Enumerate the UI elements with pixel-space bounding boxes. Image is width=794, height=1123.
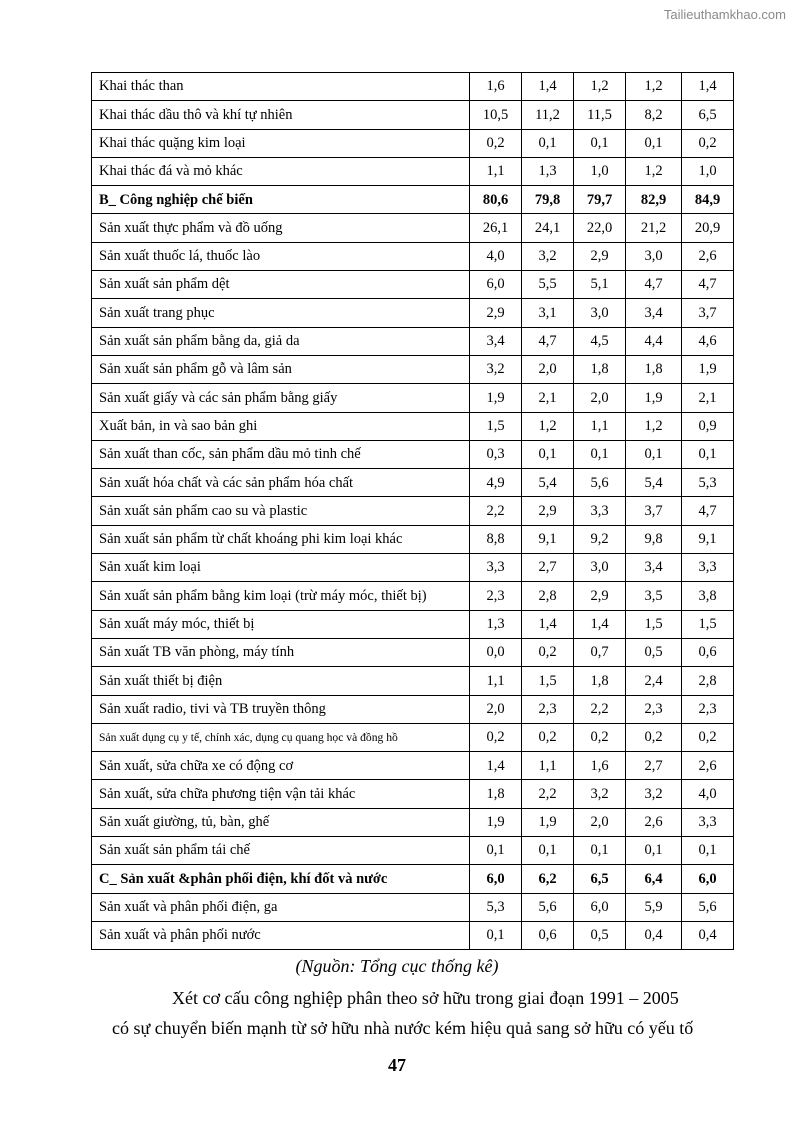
row-label: Sản xuất, sửa chữa phương tiện vận tải khác	[92, 780, 470, 808]
row-label: Sản xuất TB văn phòng, máy tính	[92, 638, 470, 666]
table-row	[92, 695, 734, 723]
table-row	[92, 73, 734, 101]
value-cell: 2,1	[682, 384, 734, 412]
value-cell: 5,4	[626, 469, 682, 497]
value-cell: 0,5	[626, 638, 682, 666]
value-cell: 2,9	[470, 299, 522, 327]
value-cell: 0,1	[626, 440, 682, 468]
value-cell: 2,6	[626, 808, 682, 836]
value-cell: 0,2	[522, 638, 574, 666]
value-cell: 1,5	[470, 412, 522, 440]
value-cell: 2,2	[522, 780, 574, 808]
value-cell: 2,6	[682, 242, 734, 270]
value-cell: 1,6	[574, 752, 626, 780]
value-cell: 1,4	[522, 610, 574, 638]
value-cell: 3,4	[626, 554, 682, 582]
value-cell: 0,5	[574, 921, 626, 949]
value-cell: 0,1	[522, 129, 574, 157]
value-cell: 1,2	[626, 73, 682, 101]
value-cell: 1,4	[470, 752, 522, 780]
value-cell: 6,0	[574, 893, 626, 921]
value-cell: 3,3	[574, 497, 626, 525]
value-cell: 3,1	[522, 299, 574, 327]
value-cell: 1,9	[470, 808, 522, 836]
value-cell: 9,8	[626, 525, 682, 553]
row-label: Sản xuất máy móc, thiết bị	[92, 610, 470, 638]
value-cell: 84,9	[682, 186, 734, 214]
value-cell: 3,2	[574, 780, 626, 808]
value-cell: 0,2	[682, 723, 734, 751]
value-cell: 1,4	[574, 610, 626, 638]
table-row	[92, 214, 734, 242]
industry-structure-table	[91, 72, 734, 950]
value-cell: 6,0	[682, 865, 734, 893]
row-label: Sản xuất và phân phối nước	[92, 921, 470, 949]
value-cell: 1,2	[626, 157, 682, 185]
row-label: Sản xuất sản phẩm bằng da, giả da	[92, 327, 470, 355]
value-cell: 6,4	[626, 865, 682, 893]
value-cell: 26,1	[470, 214, 522, 242]
value-cell: 4,9	[470, 469, 522, 497]
value-cell: 1,1	[574, 412, 626, 440]
value-cell: 4,4	[626, 327, 682, 355]
value-cell: 0,1	[574, 129, 626, 157]
table-row	[92, 186, 734, 214]
value-cell: 1,1	[470, 157, 522, 185]
table-row	[92, 101, 734, 129]
value-cell: 0,1	[574, 837, 626, 865]
value-cell: 2,0	[470, 695, 522, 723]
row-label: Sản xuất thiết bị điện	[92, 667, 470, 695]
value-cell: 0,0	[470, 638, 522, 666]
value-cell: 6,0	[470, 865, 522, 893]
value-cell: 0,2	[522, 723, 574, 751]
value-cell: 3,7	[626, 497, 682, 525]
value-cell: 3,2	[626, 780, 682, 808]
value-cell: 1,8	[574, 355, 626, 383]
value-cell: 1,8	[574, 667, 626, 695]
value-cell: 3,5	[626, 582, 682, 610]
value-cell: 79,8	[522, 186, 574, 214]
value-cell: 0,2	[470, 129, 522, 157]
row-label: Sản xuất trang phục	[92, 299, 470, 327]
value-cell: 1,8	[626, 355, 682, 383]
value-cell: 24,1	[522, 214, 574, 242]
value-cell: 4,0	[470, 242, 522, 270]
value-cell: 6,0	[470, 271, 522, 299]
value-cell: 2,9	[574, 242, 626, 270]
value-cell: 6,5	[682, 101, 734, 129]
value-cell: 4,7	[682, 271, 734, 299]
value-cell: 3,3	[470, 554, 522, 582]
value-cell: 3,4	[470, 327, 522, 355]
value-cell: 0,4	[626, 921, 682, 949]
value-cell: 80,6	[470, 186, 522, 214]
table-row	[92, 384, 734, 412]
value-cell: 0,3	[470, 440, 522, 468]
value-cell: 0,4	[682, 921, 734, 949]
value-cell: 1,2	[522, 412, 574, 440]
value-cell: 0,6	[522, 921, 574, 949]
value-cell: 2,8	[682, 667, 734, 695]
value-cell: 82,9	[626, 186, 682, 214]
table-row	[92, 582, 734, 610]
value-cell: 3,0	[574, 299, 626, 327]
row-label: Sản xuất giường, tủ, bàn, ghế	[92, 808, 470, 836]
value-cell: 2,3	[470, 582, 522, 610]
value-cell: 5,5	[522, 271, 574, 299]
table-row	[92, 327, 734, 355]
value-cell: 0,1	[626, 837, 682, 865]
value-cell: 0,2	[682, 129, 734, 157]
row-label: Sản xuất sản phẩm tái chế	[92, 837, 470, 865]
value-cell: 4,7	[682, 497, 734, 525]
table-row	[92, 497, 734, 525]
value-cell: 1,4	[522, 73, 574, 101]
row-label: Sản xuất thuốc lá, thuốc lào	[92, 242, 470, 270]
row-label: Sản xuất sản phẩm dệt	[92, 271, 470, 299]
row-label: Sản xuất than cốc, sản phẩm dầu mỏ tinh chế	[92, 440, 470, 468]
value-cell: 2,9	[574, 582, 626, 610]
value-cell: 0,1	[470, 837, 522, 865]
value-cell: 5,1	[574, 271, 626, 299]
value-cell: 2,3	[626, 695, 682, 723]
value-cell: 0,7	[574, 638, 626, 666]
value-cell: 9,2	[574, 525, 626, 553]
value-cell: 1,6	[470, 73, 522, 101]
row-label: Sản xuất dụng cụ y tế, chính xác, dụng cụ quang học và đồng hồ	[92, 723, 470, 751]
value-cell: 0,6	[682, 638, 734, 666]
value-cell: 2,2	[574, 695, 626, 723]
table-row	[92, 469, 734, 497]
value-cell: 1,2	[626, 412, 682, 440]
value-cell: 9,1	[682, 525, 734, 553]
value-cell: 0,9	[682, 412, 734, 440]
value-cell: 4,5	[574, 327, 626, 355]
value-cell: 0,1	[682, 440, 734, 468]
row-label: Sản xuất giấy và các sản phẩm bằng giấy	[92, 384, 470, 412]
value-cell: 2,0	[522, 355, 574, 383]
row-label: Khai thác dầu thô và khí tự nhiên	[92, 101, 470, 129]
value-cell: 8,8	[470, 525, 522, 553]
value-cell: 9,1	[522, 525, 574, 553]
value-cell: 2,7	[626, 752, 682, 780]
value-cell: 22,0	[574, 214, 626, 242]
table-row	[92, 355, 734, 383]
value-cell: 11,5	[574, 101, 626, 129]
value-cell: 1,9	[470, 384, 522, 412]
value-cell: 2,6	[682, 752, 734, 780]
value-cell: 2,1	[522, 384, 574, 412]
row-label: Khai thác quặng kim loại	[92, 129, 470, 157]
value-cell: 1,9	[682, 355, 734, 383]
value-cell: 8,2	[626, 101, 682, 129]
value-cell: 5,9	[626, 893, 682, 921]
value-cell: 1,1	[470, 667, 522, 695]
value-cell: 6,2	[522, 865, 574, 893]
value-cell: 1,0	[574, 157, 626, 185]
table-row	[92, 299, 734, 327]
value-cell: 3,0	[626, 242, 682, 270]
value-cell: 2,0	[574, 384, 626, 412]
value-cell: 2,7	[522, 554, 574, 582]
table-row	[92, 837, 734, 865]
value-cell: 2,3	[522, 695, 574, 723]
value-cell: 4,6	[682, 327, 734, 355]
value-cell: 6,5	[574, 865, 626, 893]
value-cell: 0,1	[626, 129, 682, 157]
value-cell: 0,1	[522, 440, 574, 468]
value-cell: 3,3	[682, 554, 734, 582]
value-cell: 2,4	[626, 667, 682, 695]
row-label: Khai thác đá và mỏ khác	[92, 157, 470, 185]
row-label: Sản xuất radio, tivi và TB truyền thông	[92, 695, 470, 723]
value-cell: 3,3	[682, 808, 734, 836]
table-row	[92, 893, 734, 921]
value-cell: 1,2	[574, 73, 626, 101]
value-cell: 1,0	[682, 157, 734, 185]
table-row	[92, 808, 734, 836]
row-label: Sản xuất kim loại	[92, 554, 470, 582]
table-row	[92, 157, 734, 185]
row-label: Sản xuất, sửa chữa xe có động cơ	[92, 752, 470, 780]
value-cell: 1,5	[522, 667, 574, 695]
table-row	[92, 440, 734, 468]
value-cell: 10,5	[470, 101, 522, 129]
value-cell: 2,8	[522, 582, 574, 610]
value-cell: 1,9	[522, 808, 574, 836]
value-cell: 3,2	[522, 242, 574, 270]
row-label: Sản xuất và phân phối điện, ga	[92, 893, 470, 921]
row-label: Sản xuất sản phẩm từ chất khoáng phi kim loại khác	[92, 525, 470, 553]
value-cell: 0,2	[626, 723, 682, 751]
row-label: Sản xuất hóa chất và các sản phẩm hóa chất	[92, 469, 470, 497]
table-row	[92, 554, 734, 582]
paragraph-line-1: Xét cơ cấu công nghiệp phân theo sở hữu trong giai đoạn 1991 – 2005	[172, 988, 679, 1008]
value-cell: 2,9	[522, 497, 574, 525]
value-cell: 3,4	[626, 299, 682, 327]
value-cell: 3,0	[574, 554, 626, 582]
value-cell: 0,1	[470, 921, 522, 949]
table-row	[92, 780, 734, 808]
paragraph-line-2: có sự chuyển biến mạnh từ sở hữu nhà nước kém hiệu quả sang sở hữu có yếu tố	[112, 1018, 694, 1038]
value-cell: 1,3	[470, 610, 522, 638]
value-cell: 0,1	[574, 440, 626, 468]
watermark: Tailieuthamkhao.com	[663, 7, 786, 22]
value-cell: 2,3	[682, 695, 734, 723]
value-cell: 3,2	[470, 355, 522, 383]
value-cell: 5,6	[574, 469, 626, 497]
value-cell: 5,4	[522, 469, 574, 497]
row-label: Xuất bản, in và sao bản ghi	[92, 412, 470, 440]
value-cell: 1,3	[522, 157, 574, 185]
table-row	[92, 921, 734, 949]
page-number: 47	[388, 1055, 406, 1075]
table-row	[92, 610, 734, 638]
table-row	[92, 723, 734, 751]
value-cell: 21,2	[626, 214, 682, 242]
value-cell: 11,2	[522, 101, 574, 129]
value-cell: 4,0	[682, 780, 734, 808]
value-cell: 0,1	[682, 837, 734, 865]
row-label: C_ Sản xuất &phân phối điện, khí đốt và nước	[92, 865, 470, 893]
table-row	[92, 525, 734, 553]
row-label: Sản xuất sản phẩm cao su và plastic	[92, 497, 470, 525]
value-cell: 0,1	[522, 837, 574, 865]
value-cell: 0,2	[470, 723, 522, 751]
value-cell: 5,3	[470, 893, 522, 921]
value-cell: 1,9	[626, 384, 682, 412]
table-row	[92, 271, 734, 299]
row-label: Sản xuất sản phẩm bằng kim loại (trừ máy móc, thiết bị)	[92, 582, 470, 610]
value-cell: 1,1	[522, 752, 574, 780]
value-cell: 1,5	[682, 610, 734, 638]
row-label: Khai thác than	[92, 73, 470, 101]
value-cell: 1,5	[626, 610, 682, 638]
table-row	[92, 129, 734, 157]
row-label: Sản xuất thực phẩm và đồ uống	[92, 214, 470, 242]
table-row	[92, 242, 734, 270]
value-cell: 3,7	[682, 299, 734, 327]
table-row	[92, 412, 734, 440]
value-cell: 3,8	[682, 582, 734, 610]
row-label: B_ Công nghiệp chế biến	[92, 186, 470, 214]
value-cell: 4,7	[522, 327, 574, 355]
source-note: (Nguồn: Tổng cục thống kê)	[295, 956, 499, 976]
table-row	[92, 667, 734, 695]
value-cell: 79,7	[574, 186, 626, 214]
value-cell: 2,2	[470, 497, 522, 525]
value-cell: 20,9	[682, 214, 734, 242]
value-cell: 1,8	[470, 780, 522, 808]
value-cell: 1,4	[682, 73, 734, 101]
table-row	[92, 638, 734, 666]
row-label: Sản xuất sản phẩm gỗ và lâm sản	[92, 355, 470, 383]
value-cell: 5,3	[682, 469, 734, 497]
table-row	[92, 752, 734, 780]
table-row	[92, 865, 734, 893]
value-cell: 5,6	[522, 893, 574, 921]
value-cell: 5,6	[682, 893, 734, 921]
value-cell: 2,0	[574, 808, 626, 836]
value-cell: 0,2	[574, 723, 626, 751]
value-cell: 4,7	[626, 271, 682, 299]
